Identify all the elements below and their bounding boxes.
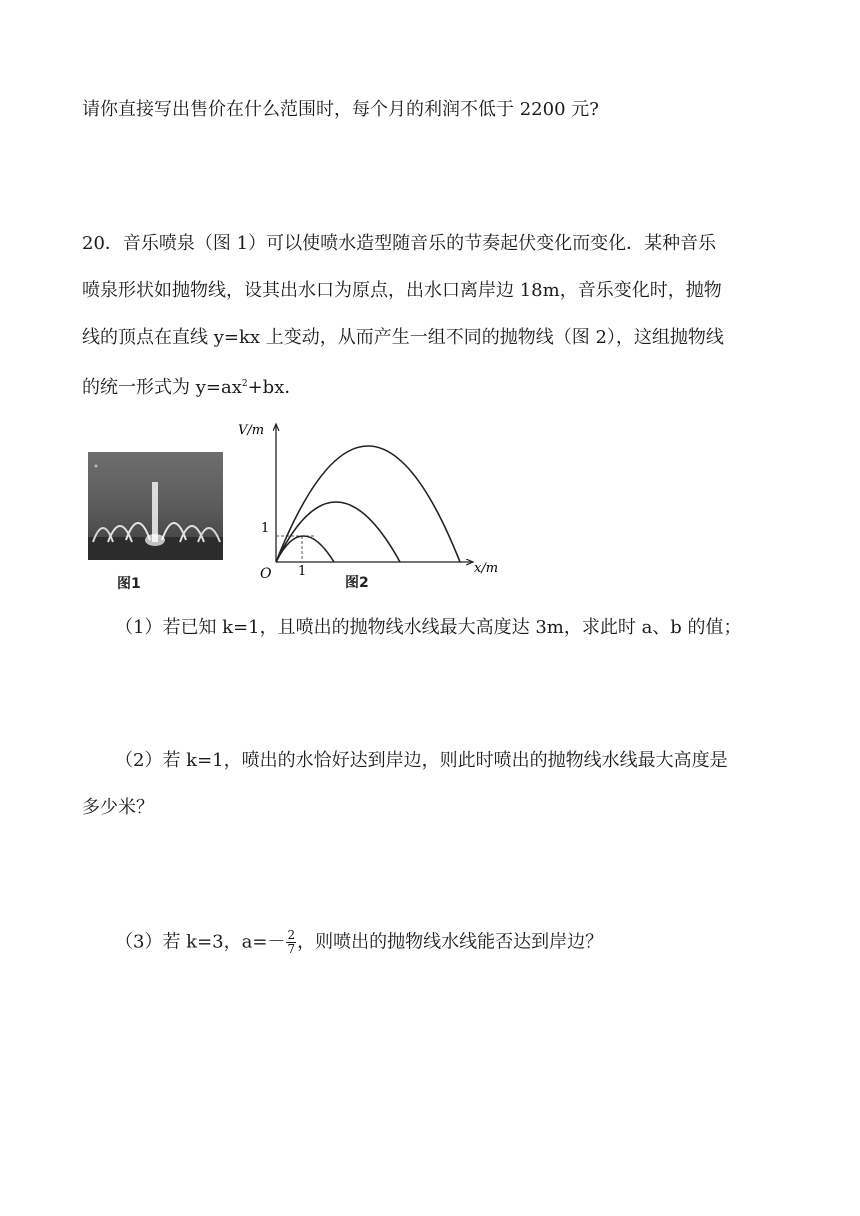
y-tick-label: 1 xyxy=(261,521,270,536)
fraction-two-sevenths xyxy=(286,929,296,956)
sub-question-2-line-2: 多少米？ xyxy=(82,797,154,818)
origin-label: O xyxy=(260,566,272,582)
question-20-line-4 xyxy=(82,372,302,400)
figure-1-caption: 图1 xyxy=(117,576,141,592)
sub-question-3-suffix: ，则喷出的抛物线水线能否达到岸边？ xyxy=(297,931,604,953)
sub-question-1: （1）若已知 k=1，且喷出的抛物线水线最大高度达 3m，求此时 a、b 的值； xyxy=(115,617,742,638)
formula-suffix: +bx． xyxy=(247,377,303,398)
exponent: 2 xyxy=(241,379,248,389)
fraction-numerator: 2 xyxy=(287,928,296,942)
parabola-large xyxy=(276,446,460,562)
sub-question-2-line-1: （2）若 k=1，喷出的水恰好达到岸边，则此时喷出的抛物线水线最大高度是 xyxy=(115,750,728,771)
parabola-diagram xyxy=(238,415,510,590)
figure-2-caption: 图2 xyxy=(345,575,369,591)
parabola-medium xyxy=(276,502,400,562)
x-tick-label: 1 xyxy=(298,564,307,579)
y-axis-label: V/m xyxy=(238,423,265,438)
question-19-tail: 请你直接写出售价在什么范围时，每个月的利润不低于 2200 元? xyxy=(82,99,599,120)
fountain-photo xyxy=(88,452,223,560)
question-20-line-1: 20．音乐喷泉（图 1）可以使喷水造型随音乐的节奏起伏变化而变化．某种音乐 xyxy=(82,233,717,254)
formula-prefix: 的统一形式为 y=ax xyxy=(82,377,242,398)
question-20-line-2: 喷泉形状如抛物线，设其出水口为原点，出水口离岸边 18m，音乐变化时，抛物 xyxy=(82,280,722,301)
sub-question-3-prefix: （3）若 k=3，a=－ xyxy=(115,931,286,953)
question-20-line-3: 线的顶点在直线 y=kx 上变动，从而产生一组不同的抛物线（图 2），这组抛物线 xyxy=(82,327,724,348)
sub-question-3 xyxy=(115,929,603,956)
fraction-denominator: 7 xyxy=(287,942,296,956)
x-axis-label: x/m xyxy=(474,561,499,576)
